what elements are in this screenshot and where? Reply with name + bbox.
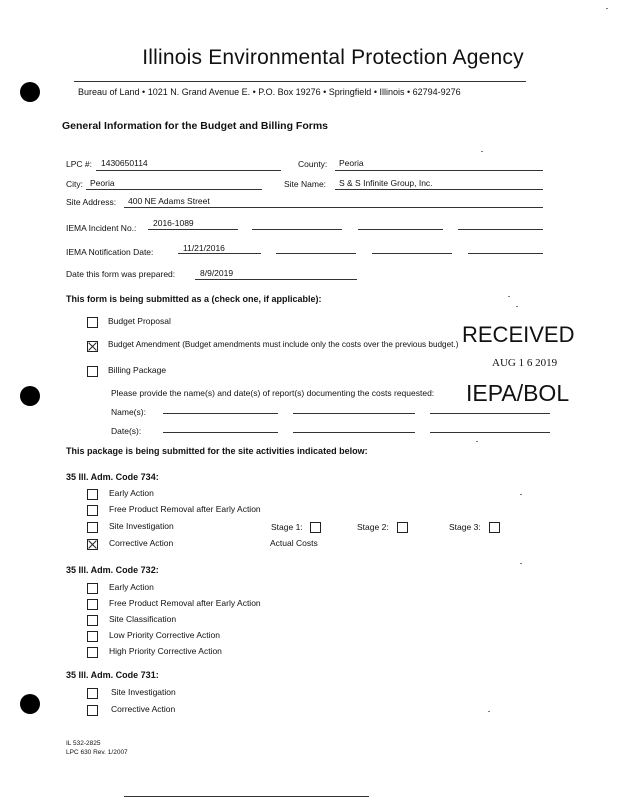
iema-incident-underline-4 [458,229,543,230]
agency-address: Bureau of Land • 1021 N. Grand Avenue E. • P.O. Box 19276 • Springfield • Illinois • 62794-9276 [78,87,461,97]
site-name-value: S & S Infinite Group, Inc. [339,178,433,188]
budget-amendment-checkbox[interactable] [87,341,98,352]
iema-notification-label: IEMA Notification Date: [66,247,154,257]
scan-speck [520,563,522,564]
names-underline-1 [163,413,278,414]
code734-free-product-checkbox[interactable] [87,505,98,516]
binder-hole-middle [20,386,40,406]
code732-site-classification-checkbox[interactable] [87,615,98,626]
dates-underline-1 [163,432,278,433]
agency-title-text: Illinois Environmental Protection Agency [142,46,524,69]
submission-prompt: This form is being submitted as a (check one, if applicable): [66,294,322,304]
scan-speck [481,151,483,152]
code734-corrective-action-checkbox[interactable] [87,539,98,550]
iema-incident-underline-1 [148,229,238,230]
budget-amendment-label: Budget Amendment (Budget amendments must include only the costs over the previous budget.) [108,340,459,349]
iema-notification-underline-1 [178,253,261,254]
actual-costs-label: Actual Costs [270,538,318,548]
names-label: Name(s): [111,407,146,417]
code732-low-priority-checkbox[interactable] [87,631,98,642]
lpc-label: LPC #: [66,159,92,169]
code734-early-action-checkbox[interactable] [87,489,98,500]
code734-site-investigation-label: Site Investigation [109,521,174,531]
iema-incident-underline-3 [358,229,443,230]
city-value: Peoria [90,178,115,188]
city-label: City: [66,179,83,189]
lpc-underline [96,170,281,171]
billing-package-label: Billing Package [108,365,167,375]
date-prepared-label: Date this form was prepared: [66,269,176,279]
code734-early-action-label: Early Action [109,488,154,498]
header-rule [74,81,526,82]
stage-1-checkbox[interactable] [310,522,321,533]
code732-early-action-label: Early Action [109,582,154,592]
site-address-label: Site Address: [66,197,117,207]
code734-site-investigation-checkbox[interactable] [87,522,98,533]
iema-notification-underline-4 [468,253,543,254]
scan-speck [516,306,518,307]
county-underline [335,170,543,171]
scan-speck [476,441,478,442]
form-revision: LPC 630 Rev. 1/2007 [66,749,128,756]
code734-corrective-action-label: Corrective Action [109,538,174,548]
iema-incident-label: IEMA Incident No.: [66,223,137,233]
lpc-value: 1430650114 [101,158,148,168]
date-prepared-value: 8/9/2019 [200,268,234,278]
iema-incident-underline-2 [252,229,342,230]
binder-hole-bottom [20,694,40,714]
budget-proposal-checkbox[interactable] [87,317,98,328]
names-underline-3 [430,413,550,414]
code732-high-priority-label: High Priority Corrective Action [109,646,222,656]
names-underline-2 [293,413,415,414]
code-732-heading: 35 Ill. Adm. Code 732: [66,565,159,575]
stage-3-checkbox[interactable] [489,522,500,533]
code731-corrective-action-label: Corrective Action [111,704,176,714]
stage-2-checkbox[interactable] [397,522,408,533]
stage-2-label: Stage 2: [357,522,389,532]
code732-low-priority-label: Low Priority Corrective Action [109,630,221,640]
received-stamp-text: RECEIVED [462,322,575,347]
code-734-heading: 35 Ill. Adm. Code 734: [66,472,159,482]
county-label: County: [298,159,328,169]
activities-prompt: This package is being submitted for the site activities indicated below: [66,446,368,456]
scan-speck [606,8,608,9]
dates-label: Date(s): [111,426,142,436]
city-underline [86,189,262,190]
dates-underline-2 [293,432,415,433]
scan-speck [488,711,490,712]
binder-hole-top [20,82,40,102]
iema-notification-value: 11/21/2016 [183,243,225,253]
form-number: IL 532-2825 [66,740,101,747]
stage-3-label: Stage 3: [449,522,481,532]
budget-proposal-label: Budget Proposal [108,316,171,326]
code731-corrective-action-checkbox[interactable] [87,705,98,716]
code732-site-classification-label: Site Classification [109,614,177,624]
code734-free-product-label: Free Product Removal after Early Action [109,504,261,514]
bottom-rule [124,796,369,797]
code-731-heading: 35 Ill. Adm. Code 731: [66,670,159,680]
site-name-underline [335,189,543,190]
code732-early-action-checkbox[interactable] [87,583,98,594]
date-prepared-underline [195,279,357,280]
site-address-value: 400 NE Adams Street [128,196,210,206]
code731-site-investigation-checkbox[interactable] [87,688,98,699]
county-value: Peoria [339,158,364,168]
code731-site-investigation-label: Site Investigation [111,687,176,697]
report-prompt: Please provide the name(s) and date(s) of report(s) documenting the costs requested: [111,388,435,398]
scan-speck [520,494,522,495]
iema-notification-underline-2 [276,253,356,254]
form-title: General Information for the Budget and Billing Forms [62,120,329,132]
site-name-label: Site Name: [284,179,327,189]
received-stamp-date: AUG 1 6 2019 [492,357,558,369]
site-address-underline [124,207,543,208]
iema-incident-value: 2016-1089 [153,218,194,228]
stage-1-label: Stage 1: [271,522,303,532]
agency-title [0,46,618,70]
billing-package-checkbox[interactable] [87,366,98,377]
code732-free-product-label: Free Product Removal after Early Action [109,598,261,608]
scan-speck [508,296,510,297]
iema-notification-underline-3 [372,253,452,254]
dates-underline-3 [430,432,550,433]
code732-high-priority-checkbox[interactable] [87,647,98,658]
received-stamp-office: IEPA/BOL [466,380,570,406]
code732-free-product-checkbox[interactable] [87,599,98,610]
